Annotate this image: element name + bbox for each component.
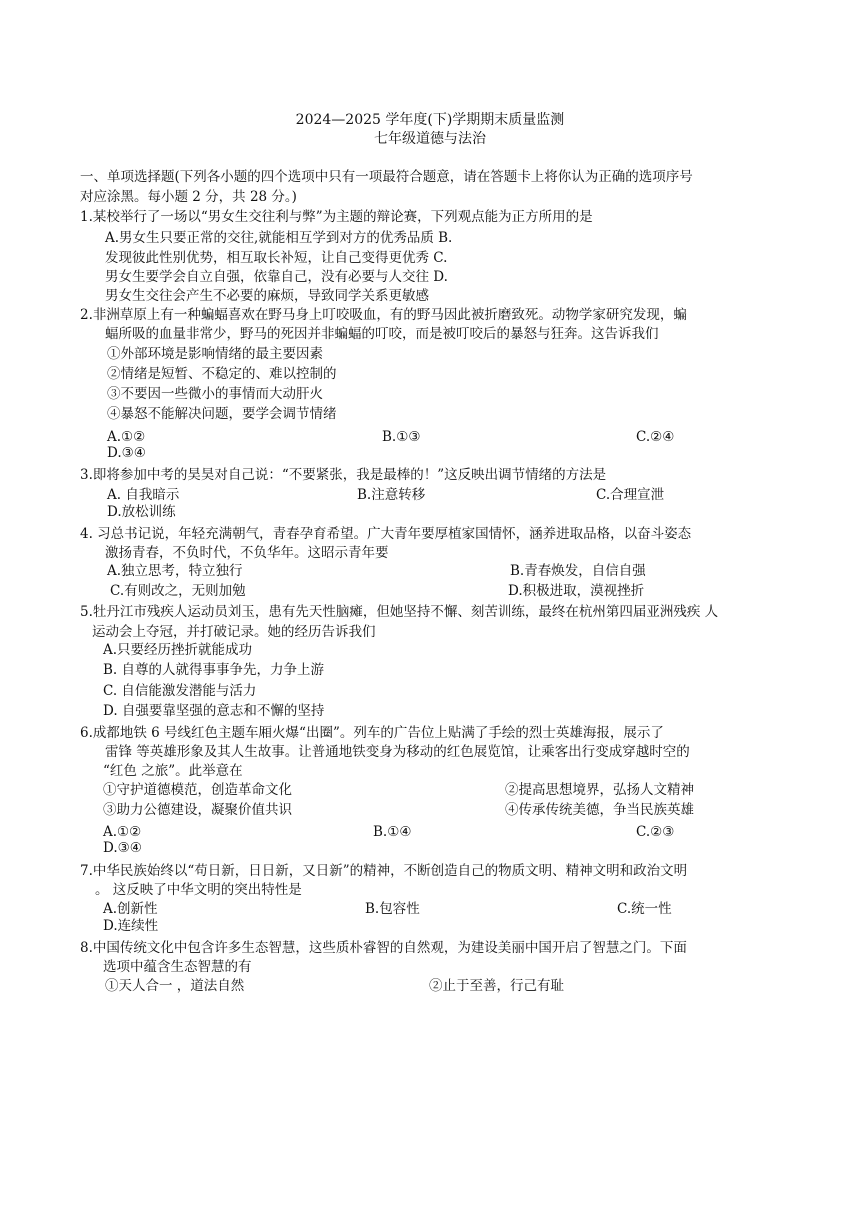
q6-statement: ①守护道德模范，创造革命文化: [103, 782, 292, 798]
q6-statement: ③助力公德建设，凝聚价值共识: [103, 802, 292, 818]
q4-stem: 4. 习总书记说，年轻充满朝气，青春孕育希望。广大青年要厚植家国情怀，涵养进取品格，以奋斗姿态: [80, 526, 692, 542]
q8-statement: ②止于至善，行己有耻: [429, 978, 564, 994]
section-heading-line1: 一、单项选择题(下列各小题的四个选项中只有一项最符合题意，请在答题卡上将你认为正确的选项序号: [80, 169, 693, 185]
q5-option-b: B. 自尊的人就得事事争先，力争上游: [103, 662, 325, 678]
q6-stem: 6.成都地铁 6 号线红色主题车厢火爆“出圈”。列车的广告位上贴满了手绘的烈士英雄海报，展示了: [80, 725, 664, 741]
q2-option-a: A.①②: [107, 429, 146, 445]
exam-title: 2024—2025 学年度(下)学期期末质量监测: [295, 112, 565, 128]
q4-option-b: B.青春焕发，自信自强: [510, 563, 646, 579]
exam-subject: 七年级道德与法治: [374, 131, 486, 147]
q7-option-a: A.创新性: [103, 901, 158, 917]
q6-statement: ②提高思想境界，弘扬人文精神: [505, 782, 694, 798]
q5-stem: 运动会上夺冠，并打破记录。她的经历告诉我们: [92, 624, 376, 640]
q5-stem: 5.牡丹江市残疾人运动员刘玉，患有先天性脑瘫，但她坚持不懈、刻苦训练，最终在杭州第四届亚洲残疾 人: [80, 604, 719, 620]
q7-stem: 。 这反映了中华文明的突出特性是: [95, 882, 302, 898]
q8-stem: 选项中蕴含生态智慧的有: [103, 959, 252, 975]
q6-option-a: A.①②: [103, 824, 142, 840]
q2-statement: ③不要因一些微小的事情而大动肝火: [107, 386, 323, 402]
q6-stem: “红色 之旅”。此举意在: [103, 763, 243, 779]
q5-option-c: C. 自信能激发潜能与活力: [103, 683, 257, 699]
q6-stem: 雷锋 等英雄形象及其人生故事。让普通地铁变身为移动的红色展览馆，让乘客出行变成穿越时空的: [105, 744, 690, 760]
q5-option-d: D. 自强要靠坚强的意志和不懈的坚持: [103, 703, 325, 719]
q2-stem: 蝠所吸的血量非常少，野马的死因并非蝙蝠的叮咬，而是被叮咬后的暴怒与狂奔。这告诉我们: [105, 326, 659, 342]
q7-option-d: D.连续性: [103, 918, 159, 934]
q1-line: 男女生交往会产生不必要的麻烦，导致同学关系更敏感: [105, 288, 429, 304]
q2-option-c: C.②④: [636, 429, 675, 445]
q4-option-d: D.积极进取，漠视挫折: [508, 583, 645, 599]
q8-statement: ①天人合一 ，道法自然: [105, 978, 245, 994]
q3-option-a: A. 自我暗示: [107, 487, 180, 503]
q1-stem: 1.某校举行了一场以“男女生交往利与弊”为主题的辩论赛，下列观点能为正方所用的是: [80, 209, 593, 225]
section-heading-line2: 对应涂黑。每小题 2 分，共 28 分。): [80, 189, 297, 205]
q8-stem: 8.中国传统文化中包含许多生态智慧，这些质朴睿智的自然观，为建设美丽中国开启了智慧之门。下面: [80, 940, 687, 956]
q3-option-b: B.注意转移: [357, 487, 426, 503]
q6-statement: ④传承传统美德，争当民族英雄: [505, 802, 694, 818]
q7-option-b: B.包容性: [365, 901, 420, 917]
q4-stem: 激扬青春，不负时代，不负华年。这昭示青年要: [105, 545, 389, 561]
q2-option-d: D.③④: [107, 445, 146, 461]
q2-statement: ②情绪是短暂、不稳定的、难以控制的: [107, 366, 337, 382]
q2-option-b: B.①③: [382, 429, 421, 445]
q1-line: 发现彼此性别优势，相互取长补短，让自己变得更优秀 C.: [105, 250, 448, 266]
q2-stem: 2.非洲草原上有一种蝙蝠喜欢在野马身上叮咬吸血，有的野马因此被折磨致死。动物学家研究发现，蝙: [80, 307, 687, 323]
q6-option-c: C.②③: [636, 824, 675, 840]
q6-option-d: D.③④: [103, 840, 142, 856]
q2-statement: ④暴怒不能解决问题，要学会调节情绪: [107, 406, 337, 422]
q3-option-c: C.合理宣泄: [596, 487, 665, 503]
q2-statement: ①外部环境是影响情绪的最主要因素: [107, 346, 323, 362]
q6-option-b: B.①④: [373, 824, 412, 840]
q5-option-a: A.只要经历挫折就能成功: [103, 642, 253, 658]
q7-option-c: C.统一性: [617, 901, 672, 917]
q3-option-d: D.放松训练: [107, 504, 176, 520]
q4-option-a: A.独立思考，特立独行: [107, 563, 243, 579]
q3-stem: 3.即将参加中考的昊昊对自己说：“不要紧张，我是最棒的！”这反映出调节情绪的方法是: [80, 467, 607, 483]
q1-line: A.男女生只要正常的交往,就能相互学到对方的优秀品质 B.: [105, 230, 453, 246]
q4-option-c: C.有则改之，无则加勉: [110, 583, 246, 599]
q7-stem: 7.中华民族始终以“苟日新，日日新，又日新”的精神，不断创造自己的物质文明、精神文明和政治文明: [80, 863, 688, 879]
q1-line: 男女生要学会自立自强，依靠自己，没有必要与人交往 D.: [105, 269, 448, 285]
